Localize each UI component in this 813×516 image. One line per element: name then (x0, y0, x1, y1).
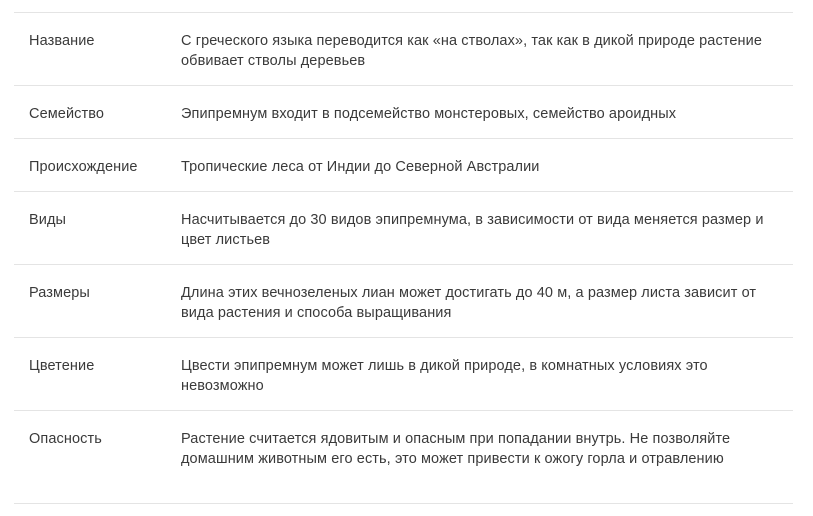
table-row-flowering (14, 338, 793, 411)
row-value: Растение считается ядовитым и опасным при попадании внутрь. Не позволяйте домашним животным его есть, это может привести к ожогу горла и отравлению (181, 431, 731, 467)
info-table (14, 12, 793, 504)
table-row-size (14, 265, 793, 338)
table-row-danger (14, 411, 793, 504)
row-label: Цветение (29, 358, 95, 374)
row-label: Происхождение (29, 159, 138, 175)
row-value: Насчитывается до 30 видов эпипремнума, в зависимости от вида меняется размер и цвет листьев (181, 212, 764, 248)
row-label: Опасность (29, 431, 102, 447)
row-label: Виды (29, 212, 67, 228)
row-label: Семейство (29, 106, 105, 122)
row-label: Название (29, 33, 95, 49)
table-row-family (14, 86, 793, 139)
table-row-species (14, 192, 793, 265)
table-row-origin (14, 139, 793, 192)
row-label: Размеры (29, 285, 90, 301)
table-row-name (14, 13, 793, 86)
row-value: С греческого языка переводится как «на стволах», так как в дикой природе растение обвивает стволы деревьев (181, 33, 763, 69)
row-value: Эпипремнум входит в подсемейство монстеровых, семейство ароидных (181, 106, 677, 122)
row-value: Цвести эпипремнум может лишь в дикой природе, в комнатных условиях это невозможно (181, 358, 708, 394)
row-value: Длина этих вечнозеленых лиан может достигать до 40 м, а размер листа зависит от вида растения и способа выращивания (181, 285, 757, 321)
row-value: Тропические леса от Индии до Северной Австралии (181, 159, 540, 175)
